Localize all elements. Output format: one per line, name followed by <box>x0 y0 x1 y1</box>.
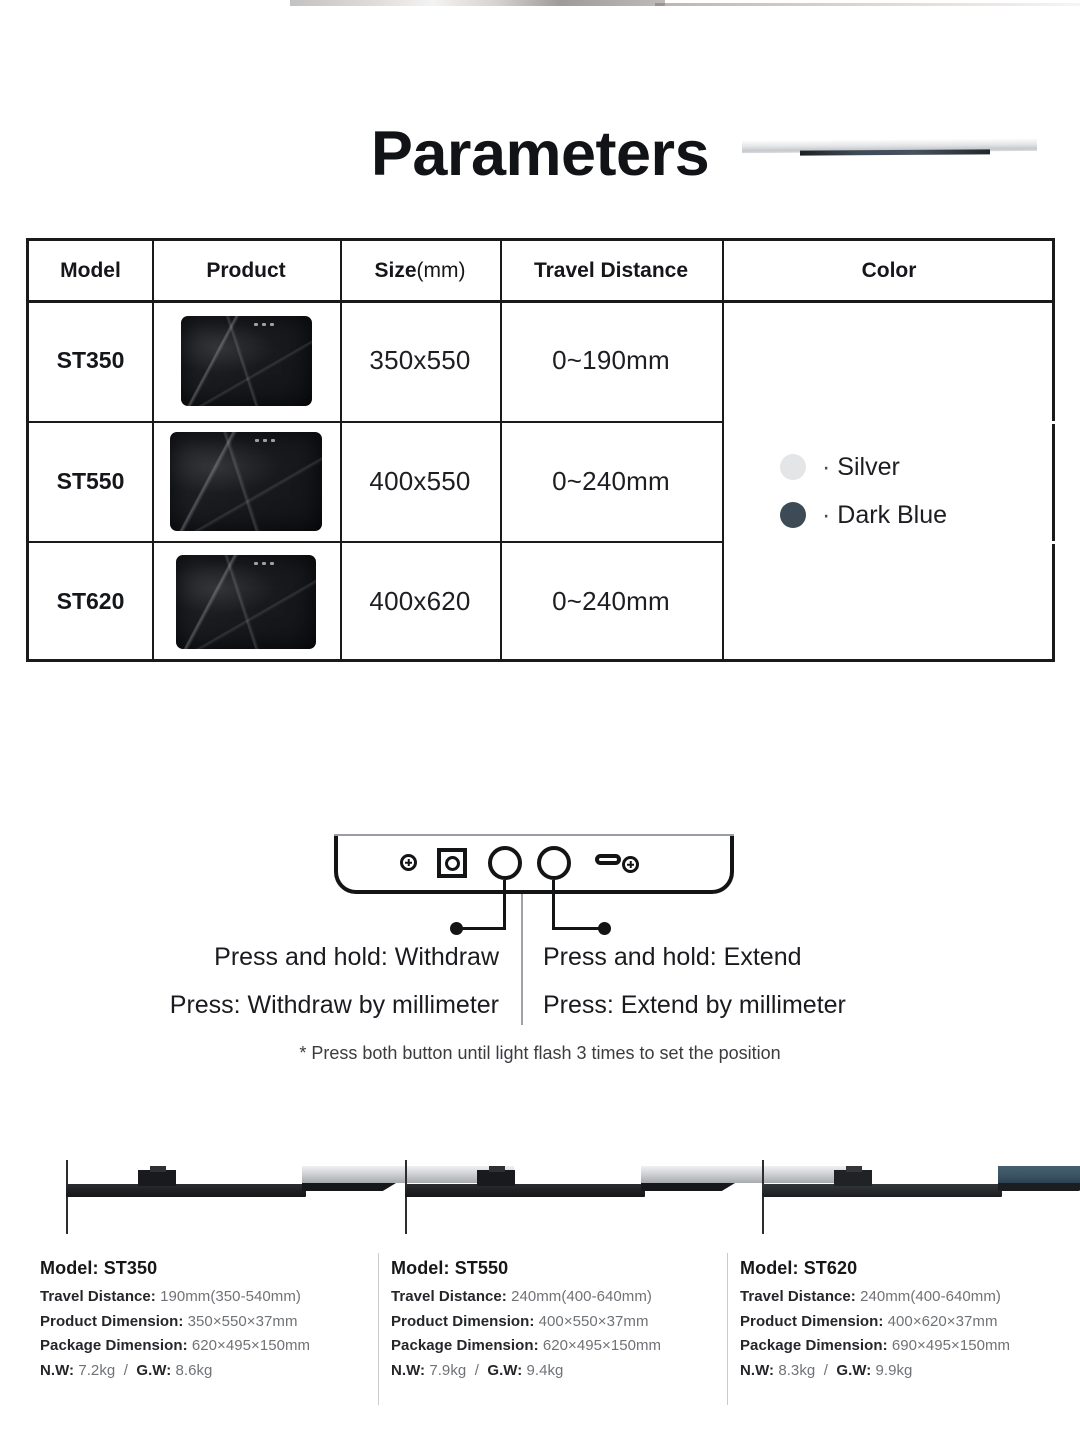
table-cell-size: 400x620 <box>369 586 471 616</box>
table-cell-size: 350x550 <box>369 345 471 375</box>
spec-weights: N.W: 8.3kg / G.W: 9.9kg <box>740 1361 913 1379</box>
bracket-tab <box>150 1166 166 1172</box>
withdraw-press-instruction: Press: Withdraw by millimeter <box>169 991 499 1019</box>
spec-text <box>391 1258 743 1386</box>
table-cell-model: ST350 <box>56 347 125 373</box>
table-column-divider <box>722 241 724 659</box>
page-title: Parameters <box>370 119 710 189</box>
spec-product-dimension: Product Dimension: 400×550×37mm <box>391 1312 649 1330</box>
extend-button-icon[interactable] <box>537 846 571 880</box>
table-cell-travel: 0~240mm <box>552 586 670 616</box>
table-cell-model: ST550 <box>56 467 125 494</box>
extending-slide <box>998 1166 1080 1183</box>
table-header-color: Color <box>861 258 917 282</box>
spec-weights: N.W: 7.9kg / G.W: 9.4kg <box>391 1361 564 1379</box>
diagram-footnote: * Press both button until light flash 3 times to set the position <box>299 1043 781 1063</box>
slide-underside <box>998 1183 1080 1191</box>
bracket-block <box>138 1170 176 1186</box>
slide-underside <box>302 1183 396 1191</box>
table-header-model: Model <box>60 258 121 282</box>
power-port-icon <box>437 848 467 878</box>
spec-block <box>740 1140 1080 1434</box>
product-side-view-silver <box>391 1140 743 1252</box>
indicator-dots-icon <box>255 439 275 442</box>
table-cell-travel: 0~190mm <box>552 345 670 375</box>
color-legend-label: · Dark Blue <box>822 500 948 529</box>
table-cell-travel: 0~240mm <box>552 465 670 496</box>
indicator-dots-icon <box>254 323 274 326</box>
withdraw-button-icon[interactable] <box>488 846 522 880</box>
spec-package-dimension: Package Dimension: 620×495×150mm <box>40 1337 311 1354</box>
product-side-view-silver <box>40 1140 392 1252</box>
spec-model: Model: ST620 <box>740 1258 858 1278</box>
table-header-travel-distance: Travel Distance <box>533 258 689 282</box>
bracket-block <box>834 1170 872 1186</box>
spec-package-dimension: Package Dimension: 690×495×150mm <box>740 1337 1011 1354</box>
color-legend <box>780 443 947 539</box>
spec-product-dimension: Product Dimension: 400×620×37mm <box>740 1312 998 1330</box>
spec-model: Model: ST350 <box>40 1258 158 1278</box>
base-rail <box>405 1184 645 1197</box>
table-cell-product-image <box>152 421 340 541</box>
bracket-tab <box>846 1166 862 1172</box>
spec-product-dimension: Product Dimension: 350×550×37mm <box>40 1312 298 1330</box>
wall-mount-line <box>405 1160 407 1234</box>
wall-mount-line <box>66 1160 68 1234</box>
led-indicator-icon <box>595 854 621 865</box>
leader-line-withdraw <box>503 880 506 930</box>
bracket-block <box>477 1170 515 1186</box>
indicator-dots-icon <box>254 562 274 565</box>
table-cell-product-image <box>152 541 340 662</box>
table-cell-product-image <box>152 300 340 421</box>
color-swatch-dark-blue <box>780 502 806 528</box>
spec-model: Model: ST550 <box>391 1258 509 1278</box>
table-header-size: Size (mm) <box>374 258 466 282</box>
extend-press-instruction: Press: Extend by millimeter <box>543 991 846 1019</box>
leader-dot-extend <box>598 922 611 935</box>
spec-weights: N.W: 7.2kg / G.W: 8.6kg <box>40 1361 213 1379</box>
spec-block <box>40 1140 392 1434</box>
spec-text <box>740 1258 1080 1386</box>
product-thumbnail <box>181 316 312 406</box>
table-cell-model: ST620 <box>56 588 125 614</box>
spec-package-dimension: Package Dimension: 620×495×150mm <box>391 1337 662 1354</box>
product-thumbnail <box>176 555 316 649</box>
spec-travel-distance: Travel Distance: 240mm(400-640mm) <box>391 1288 652 1305</box>
base-rail <box>66 1184 306 1197</box>
screw-icon <box>622 856 639 873</box>
top-image-bleed <box>290 0 665 6</box>
color-cell-merge-mask <box>724 541 1056 544</box>
color-cell-product-bar <box>742 140 1037 156</box>
withdraw-hold-instruction: Press and hold: Withdraw <box>214 943 499 971</box>
spec-travel-distance: Travel Distance: 190mm(350-540mm) <box>40 1288 301 1305</box>
diagram-center-divider <box>521 894 523 1025</box>
color-swatch-silver <box>780 454 806 480</box>
base-rail <box>762 1184 1002 1197</box>
top-image-bleed-secondary <box>655 3 1080 6</box>
table-header-product: Product <box>206 258 286 282</box>
color-cell-merge-mask <box>724 421 1056 424</box>
table-cell-size: 400x550 <box>369 465 471 496</box>
wall-mount-line <box>762 1160 764 1234</box>
product-spec-blocks <box>0 1140 1080 1434</box>
color-legend-item-silver <box>780 443 947 491</box>
leader-line-extend <box>552 880 555 930</box>
product-thumbnail <box>170 432 322 531</box>
product-bar-dark-underside <box>800 149 990 155</box>
control-panel-body <box>334 836 734 894</box>
color-legend-item-dark-blue <box>780 491 947 539</box>
spec-text <box>40 1258 392 1386</box>
bracket-tab <box>489 1166 505 1172</box>
spec-block <box>391 1140 743 1434</box>
slide-underside <box>641 1183 735 1191</box>
extend-hold-instruction: Press and hold: Extend <box>543 943 802 971</box>
screw-icon <box>400 854 417 871</box>
leader-dot-withdraw <box>450 922 463 935</box>
spec-travel-distance: Travel Distance: 240mm(400-640mm) <box>740 1288 1001 1305</box>
control-panel-diagram <box>0 830 1080 1080</box>
product-side-view-dark-blue <box>740 1140 1080 1252</box>
color-legend-label: · Silver <box>822 452 900 481</box>
leader-line-extend <box>552 927 603 930</box>
